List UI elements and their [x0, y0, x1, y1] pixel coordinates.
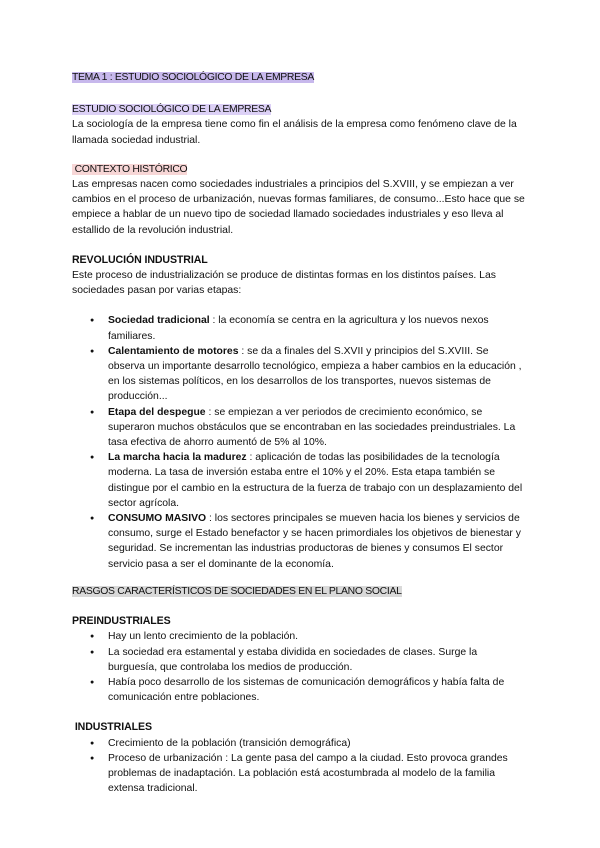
- list-item: ● La sociedad era estamental y estaba dividida en sociedades de clases. Surge la burguesía, que controlaba los medios de producción.: [72, 645, 528, 675]
- section-contexto-text: Las empresas nacen como sociedades industriales a principios del S.XVIII, y se empiezan a ver cambios en el proceso de urbanización, nuevas formas familiares, de consumo...Esto hace que se empiece a hablar de un nuevo tipo de sociedad llamado sociedades industriales y eso lleva al estallido de la revolución industrial.: [72, 179, 525, 236]
- section-revolucion: [72, 253, 528, 572]
- section-rasgos-heading: RASGOS CARACTERÍSTICOS DE SOCIEDADES EN EL PLANO SOCIAL: [72, 585, 402, 597]
- section-contexto: [72, 162, 528, 238]
- list-item: ● Había poco desarrollo de los sistemas de comunicación demográficos y había falta de comunicación entre poblaciones.: [72, 675, 528, 705]
- list-item-desc: : los sectores principales se mueven hacia los bienes y servicios de consumo, surge el Estado benefactor y se hacen primordiales los objetivos de bienestar y seguridad. Se incrementan las industrias productoras de bienes y consumos El sector servicio pasa a ser el dominante de la economía.: [108, 513, 521, 570]
- list-item-term: Sociedad tradicional: [108, 315, 210, 327]
- list-item: [72, 511, 528, 572]
- list-item: [72, 450, 528, 511]
- list-item-desc: : se da a finales del S.XVII y principios del S.XVIII. Se observa un importante desarrollo tecnológico, empieza a haber cambios en la educación , en los sistemas políticos, en los desarrollos de los transportes, nuevos sistemas de producción...: [108, 345, 522, 403]
- document-title: TEMA 1 : ESTUDIO SOCIOLÓGICO DE LA EMPRESA: [72, 72, 315, 83]
- list-item: [72, 344, 528, 405]
- list-item-term: CONSUMO MASIVO: [108, 513, 207, 525]
- section-estudio-heading: ESTUDIO SOCIOLÓGICO DE LA EMPRESA: [72, 104, 272, 116]
- list-item-term: La marcha hacia la madurez: [108, 452, 247, 464]
- list-item: ● Crecimiento de la población (transición demográfica): [72, 736, 528, 751]
- industriales-list: [72, 736, 528, 797]
- document-page: [72, 70, 528, 796]
- section-industriales: [72, 720, 528, 796]
- list-item: [72, 313, 528, 343]
- list-item: [72, 405, 528, 451]
- list-item-desc: : aplicación de todas las posibilidades de la tecnología moderna. La tasa de inversión estaba entre el 10% y el 20%. Esta etapa también se distingue por el cambio en la estructura de la fuerza de trabajo con un desplazamiento del sector agrícola.: [108, 452, 523, 509]
- section-revolucion-heading: REVOLUCIÓN INDUSTRIAL: [72, 253, 208, 266]
- etapas-list: [72, 313, 528, 571]
- section-rasgos: [72, 584, 528, 599]
- section-industriales-heading: INDUSTRIALES: [72, 721, 152, 734]
- list-item-term: Calentamiento de motores: [108, 345, 239, 357]
- section-estudio: [72, 102, 528, 148]
- list-item-term: Etapa del despegue: [108, 406, 206, 418]
- section-contexto-heading: CONTEXTO HISTÓRICO: [72, 163, 188, 175]
- section-preindustriales: [72, 614, 528, 705]
- section-preindustriales-heading: PREINDUSTRIALES: [72, 615, 171, 628]
- list-item-desc: : se empiezan a ver periodos de crecimiento económico, se superaron muchos obstáculos que se encontraban en las sociedades preindustriales. La tasa efectiva de ahorro aumentó de 5% al 10%.: [108, 406, 516, 449]
- list-item: ● Hay un lento crecimiento de la población.: [72, 629, 528, 644]
- preindustriales-list: [72, 629, 528, 705]
- list-item-desc: : la economía se centra en la agricultura y los nuevos nexos familiares.: [108, 315, 489, 342]
- list-item: ● Proceso de urbanización : La gente pasa del campo a la ciudad. Esto provoca grandes problemas de inadaptación. La población está acostumbrada al modelo de la familia extensa tradicional.: [72, 751, 528, 797]
- section-revolucion-text: Este proceso de industrialización se produce de distintas formas en los distintos países. Las sociedades pasan por varias etapas:: [72, 270, 496, 297]
- document-title-row: [72, 70, 528, 85]
- section-estudio-text: La sociología de la empresa tiene como fin el análisis de la empresa como fenómeno clave de la llamada sociedad industrial.: [72, 119, 517, 146]
